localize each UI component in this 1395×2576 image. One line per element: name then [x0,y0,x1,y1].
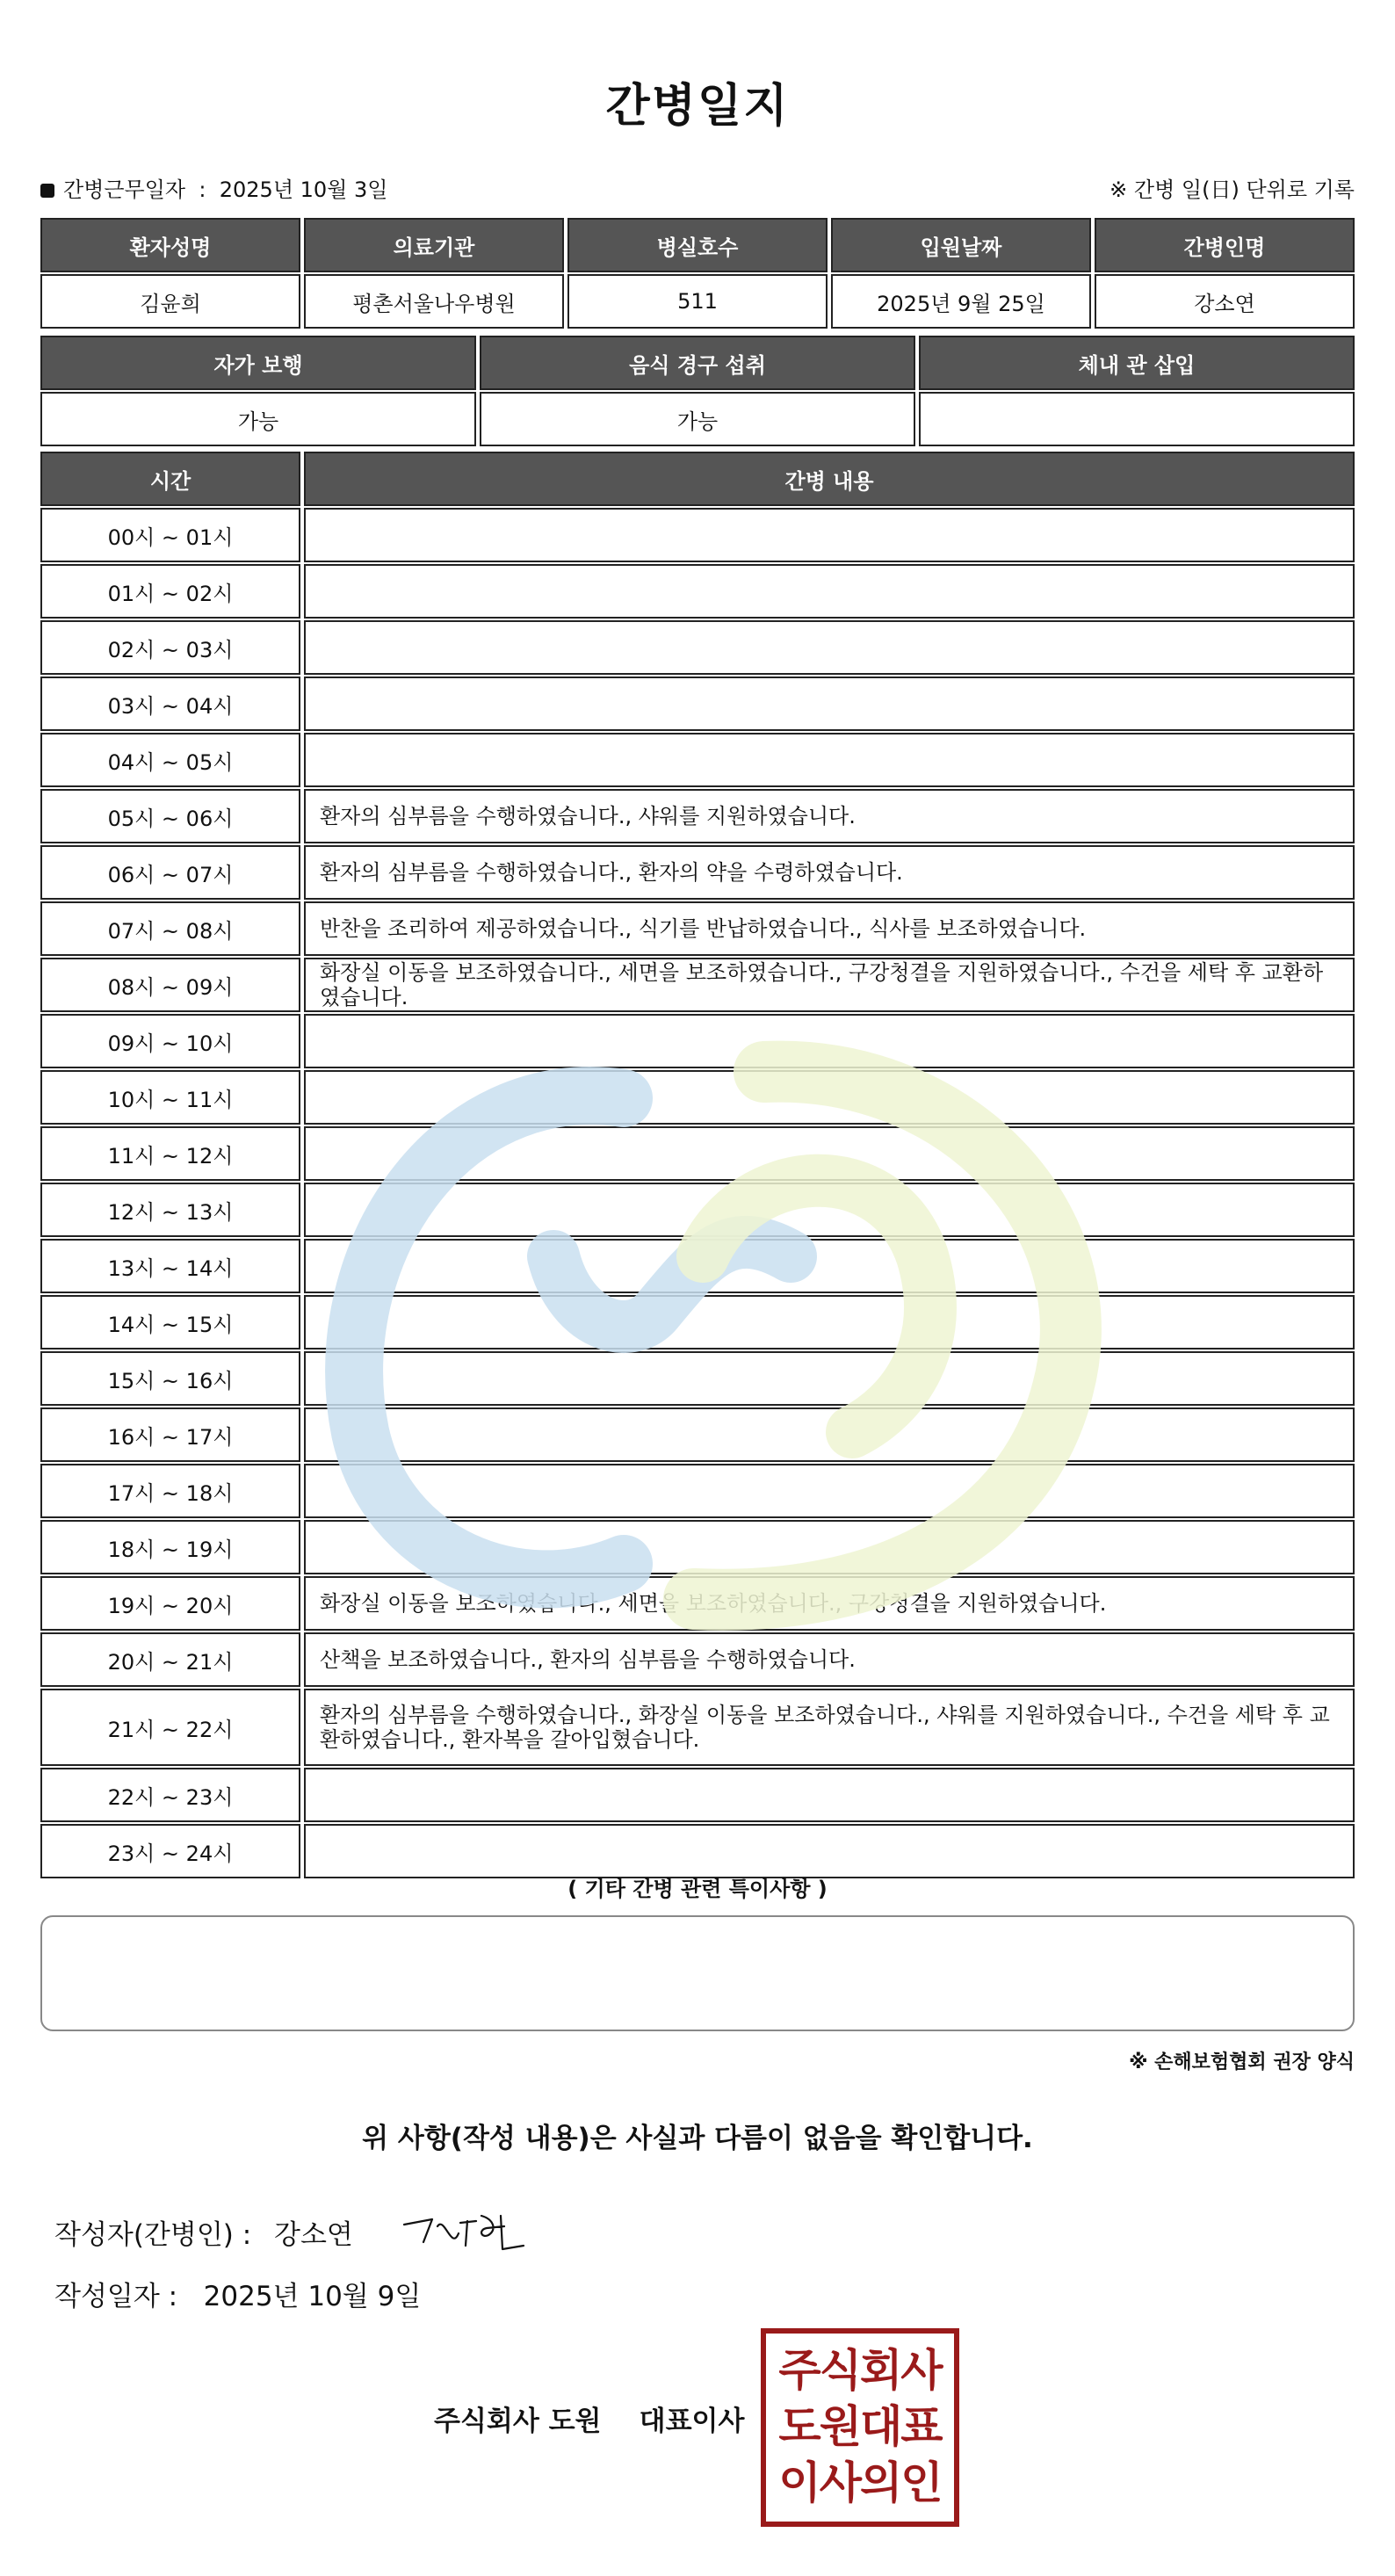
time-cell: 18시 ~ 19시 [40,1520,300,1574]
company-seal: 주식회사 도원대표 이사의인 [761,2328,959,2527]
table-row [40,1239,1355,1293]
time-cell: 23시 ~ 24시 [40,1824,300,1878]
time-cell: 10시 ~ 11시 [40,1070,300,1125]
care-content-cell [304,508,1355,562]
work-date [40,174,387,206]
care-content-cell [304,620,1355,675]
remarks-content [42,1917,1353,1942]
care-content-cell [304,1239,1355,1293]
room-value: 511 [567,274,828,329]
oral-intake-value: 가능 [480,392,915,446]
walking-header: 자가 보행 [40,336,476,390]
table-row [40,1351,1355,1406]
written-date-value: 2025년 10월 9일 [203,2281,422,2312]
table-row [40,901,1355,956]
table-row [40,1070,1355,1125]
care-content-cell: 화장실 이동을 보조하였습니다., 세면을 보조하였습니다., 구강청결을 지원하였습니다. [304,1576,1355,1631]
time-cell: 20시 ~ 21시 [40,1632,300,1687]
table-row [40,1295,1355,1350]
care-content-cell: 환자의 심부름을 수행하였습니다., 샤워를 지원하였습니다. [304,789,1355,843]
care-content-cell [304,1520,1355,1574]
time-cell: 13시 ~ 14시 [40,1239,300,1293]
table-row [40,1632,1355,1687]
confirmation-statement: 위 사항(작성 내용)은 사실과 다름이 없음을 확인합니다. [362,2123,1033,2154]
time-cell: 17시 ~ 18시 [40,1464,300,1518]
patient-value-row [40,274,1355,329]
care-content-cell [304,1295,1355,1350]
time-cell: 19시 ~ 20시 [40,1576,300,1631]
table-row [40,958,1355,1012]
time-cell: 03시 ~ 04시 [40,677,300,731]
care-content-cell [304,1126,1355,1181]
care-content-cell [304,1183,1355,1237]
work-date-label: 간병근무일자 [63,177,186,202]
room-header: 병실호수 [567,218,828,272]
time-cell: 01시 ~ 02시 [40,564,300,619]
time-cell: 21시 ~ 22시 [40,1689,300,1766]
oral-intake-header: 음식 경구 섭취 [480,336,915,390]
remarks-box [40,1915,1355,2031]
care-content-cell [304,1014,1355,1068]
table-row [40,1520,1355,1574]
care-content-cell [304,677,1355,731]
institution-header: 의료기관 [304,218,564,272]
time-cell: 04시 ~ 05시 [40,733,300,787]
company-representative: 주식회사 도원 대표이사 [434,2406,745,2437]
care-content-cell: 화장실 이동을 보조하였습니다., 세면을 보조하였습니다., 구강청결을 지원하였습니다., 수건을 세탁 후 교환하였습니다. [304,958,1355,1012]
table-row [40,1768,1355,1822]
handwritten-signature [397,2207,529,2260]
writer-line [54,2207,529,2260]
care-content-cell: 반찬을 조리하여 제공하였습니다., 식기를 반납하였습니다., 식사를 보조하였습니다. [304,901,1355,956]
table-row [40,1183,1355,1237]
care-content-cell [304,1351,1355,1406]
table-row [40,564,1355,619]
care-content-cell: 환자의 심부름을 수행하였습니다., 환자의 약을 수령하였습니다. [304,845,1355,900]
time-cell: 16시 ~ 17시 [40,1407,300,1462]
time-cell: 12시 ~ 13시 [40,1183,300,1237]
table-row [40,620,1355,675]
time-cell: 06시 ~ 07시 [40,845,300,900]
table-row [40,789,1355,843]
care-content-cell: 환자의 심부름을 수행하였습니다., 화장실 이동을 보조하였습니다., 샤워를 지원하였습니다., 수건을 세탁 후 교환하였습니다., 환자복을 갈아입혔습니다. [304,1689,1355,1766]
care-content-cell [304,1768,1355,1822]
work-date-value: 2025년 10월 3일 [219,177,388,202]
table-row [40,733,1355,787]
square-bullet-icon [40,184,54,198]
table-row [40,677,1355,731]
table-row [40,1407,1355,1462]
time-cell: 15시 ~ 16시 [40,1351,300,1406]
table-row [40,508,1355,562]
time-cell: 05시 ~ 06시 [40,789,300,843]
time-cell: 11시 ~ 12시 [40,1126,300,1181]
writer-label: 작성자(간병인) : [54,2219,252,2251]
patient-name-header: 환자성명 [40,218,300,272]
patient-header-row [40,218,1355,272]
remarks-title: ( 기타 간병 관련 특이사항 ) [567,1877,828,1901]
time-cell: 14시 ~ 15시 [40,1295,300,1350]
written-date-line [54,2274,421,2313]
care-content-cell [304,1407,1355,1462]
recommended-form-note: ※ 손해보험협회 권장 양식 [1129,2051,1355,2073]
care-content-cell [304,1824,1355,1878]
table-row [40,1824,1355,1878]
status-value-row [40,392,1355,446]
table-row [40,1014,1355,1068]
time-cell: 22시 ~ 23시 [40,1768,300,1822]
meta-row [40,174,1355,206]
care-content-cell: 산책을 보조하였습니다., 환자의 심부름을 수행하였습니다. [304,1632,1355,1687]
walking-value: 가능 [40,392,476,446]
status-header-row [40,336,1355,390]
time-cell: 07시 ~ 08시 [40,901,300,956]
patient-name-value: 김윤희 [40,274,300,329]
caregiver-header: 간병인명 [1095,218,1355,272]
tube-header: 체내 관 삽입 [919,336,1355,390]
time-cell: 02시 ~ 03시 [40,620,300,675]
care-content-cell [304,564,1355,619]
page-title: 간병일지 [605,80,790,133]
table-row [40,1689,1355,1766]
log-header-row [40,452,1355,506]
caregiver-value: 강소연 [1095,274,1355,329]
table-row [40,1126,1355,1181]
admission-date-value: 2025년 9월 25일 [831,274,1091,329]
tube-value [919,392,1355,446]
table-row [40,1576,1355,1631]
daily-record-note: ※ 간병 일(日) 단위로 기록 [1109,177,1355,202]
institution-value: 평촌서울나우병원 [304,274,564,329]
work-date-sep: : [199,177,206,202]
time-cell: 09시 ~ 10시 [40,1014,300,1068]
table-row [40,1464,1355,1518]
care-content-cell [304,733,1355,787]
time-cell: 08시 ~ 09시 [40,958,300,1012]
writer-name: 강소연 [274,2219,353,2251]
admission-date-header: 입원날짜 [831,218,1091,272]
care-content-cell [304,1464,1355,1518]
care-content-cell [304,1070,1355,1125]
written-date-label: 작성일자 : [54,2281,178,2312]
time-header: 시간 [40,452,300,506]
time-cell: 00시 ~ 01시 [40,508,300,562]
care-content-header: 간병 내용 [304,452,1355,506]
table-row [40,845,1355,900]
